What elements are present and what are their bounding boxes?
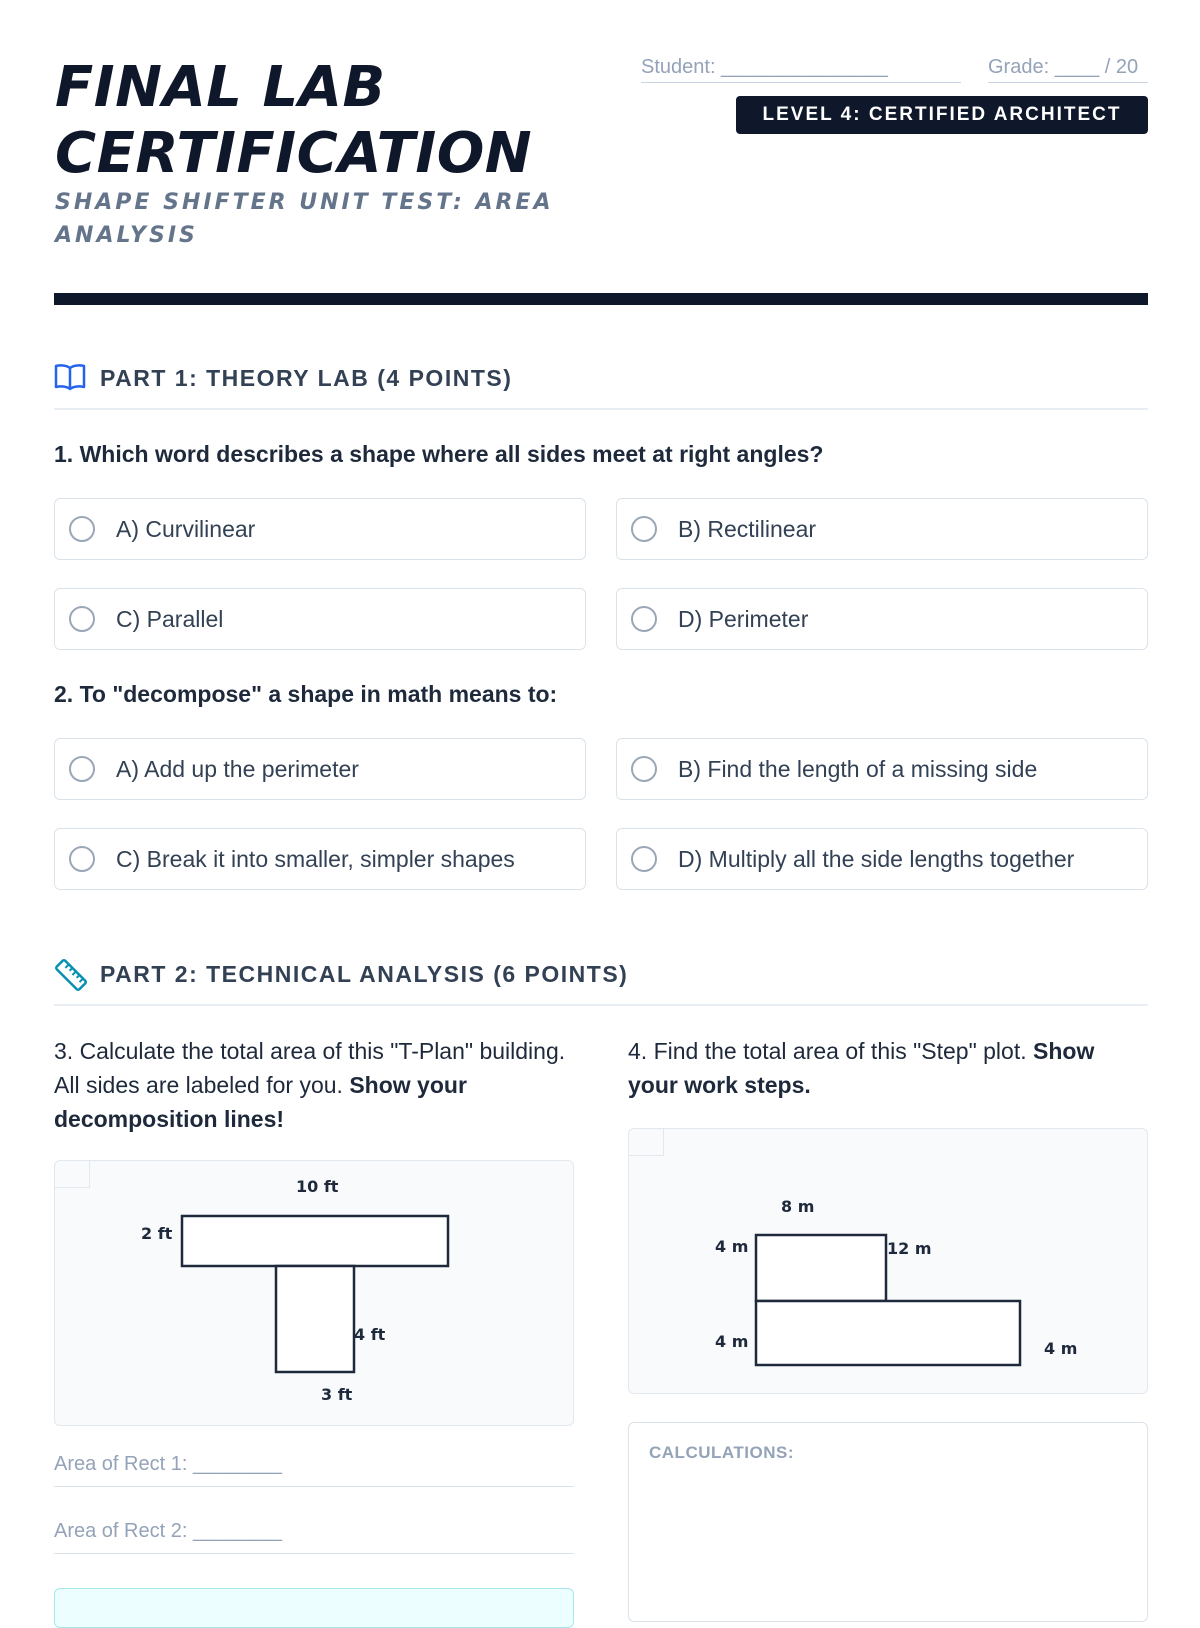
step-plot-figure	[628, 1128, 1148, 1394]
radio-button[interactable]	[69, 606, 95, 632]
part1-title: PART 1: THEORY LAB (4 POINTS)	[100, 365, 513, 391]
grade-field[interactable]	[988, 52, 1148, 83]
option-label: D) Perimeter	[678, 606, 809, 632]
student-label: Student: _______________	[641, 56, 888, 78]
radio-button[interactable]	[69, 516, 95, 542]
t-plan-stem-rect	[276, 1266, 354, 1372]
question-4-prompt: 4. Find the total area of this "Step" plot.	[628, 1038, 1027, 1064]
t-plan-figure	[54, 1160, 574, 1426]
level-badge: LEVEL 4: CERTIFIED ARCHITECT	[736, 96, 1148, 134]
area-rect-1-label: Area of Rect 1: ________	[54, 1453, 282, 1475]
option-label: B) Rectilinear	[678, 516, 817, 542]
q1-option-d[interactable]	[616, 588, 1148, 650]
calculations-label: CALCULATIONS:	[649, 1443, 794, 1462]
calculations-box[interactable]	[628, 1422, 1148, 1622]
q1-option-a[interactable]	[54, 498, 586, 560]
radio-button[interactable]	[631, 756, 657, 782]
dim-stem-right-label: 4 ft	[354, 1325, 386, 1344]
q1-option-b[interactable]	[616, 498, 1148, 560]
q2-option-a[interactable]	[54, 738, 586, 800]
question-4-text	[628, 1034, 1148, 1102]
part2-divider	[54, 1004, 1148, 1006]
dim-bottom-label: 3 ft	[321, 1385, 353, 1404]
option-label: C) Parallel	[116, 606, 224, 632]
total-area-box[interactable]	[54, 1588, 574, 1628]
option-label: C) Break it into smaller, simpler shapes	[116, 846, 515, 872]
subtitle-line-1: SHAPE SHIFTER UNIT TEST: AREA	[55, 190, 554, 215]
header-divider	[54, 293, 1148, 305]
area-rect-2-label: Area of Rect 2: ________	[54, 1520, 282, 1542]
subtitle-line-2: ANALYSIS	[55, 223, 198, 248]
option-label: A) Add up the perimeter	[116, 756, 359, 782]
step-upper-rect	[756, 1235, 886, 1301]
dim-left-upper-label: 4 m	[715, 1237, 749, 1256]
question-3-prompt: 3. Calculate the total area of this "T-Plan" building. All sides are labeled for you.	[54, 1038, 566, 1098]
area-rect-2-field[interactable]	[54, 1509, 574, 1554]
dim-right-lower-label: 4 m	[1044, 1339, 1078, 1358]
question-4-emphasis: Show your work steps.	[628, 1038, 1095, 1098]
q2-option-d[interactable]	[616, 828, 1148, 890]
option-label: A) Curvilinear	[116, 516, 256, 542]
question-1-text: 1. Which word describes a shape where all sides meet at right angles?	[54, 441, 824, 467]
question-2-text: 2. To "decompose" a shape in math means to:	[54, 681, 558, 707]
q2-option-b[interactable]	[616, 738, 1148, 800]
dim-left-lower-label: 4 m	[715, 1332, 749, 1351]
open-book-icon	[54, 362, 86, 397]
page-title	[55, 55, 615, 187]
ruler-icon	[54, 958, 88, 997]
radio-button[interactable]	[69, 756, 95, 782]
part2-heading	[54, 954, 1148, 994]
dim-left-label: 2 ft	[141, 1224, 173, 1243]
grade-label: Grade: ____ / 20	[988, 56, 1139, 78]
option-label: B) Find the length of a missing side	[678, 756, 1038, 782]
question-3-text	[54, 1034, 574, 1136]
option-label: D) Multiply all the side lengths together	[678, 846, 1075, 872]
radio-button[interactable]	[631, 516, 657, 542]
q2-option-c[interactable]	[54, 828, 586, 890]
dim-upper-right-label: 12 m	[887, 1239, 932, 1258]
q1-option-c[interactable]	[54, 588, 586, 650]
radio-button[interactable]	[631, 606, 657, 632]
radio-button[interactable]	[69, 846, 95, 872]
area-rect-1-field[interactable]	[54, 1442, 574, 1487]
step-lower-rect	[756, 1301, 1020, 1365]
part2-title: PART 2: TECHNICAL ANALYSIS (6 POINTS)	[100, 961, 629, 987]
student-name-field[interactable]	[641, 52, 961, 83]
part1-divider	[54, 408, 1148, 410]
t-plan-diagram	[55, 1161, 575, 1427]
dim-top-label: 8 m	[781, 1197, 815, 1216]
t-plan-top-rect	[182, 1216, 448, 1266]
title-line-2: CERTIFICATION	[55, 121, 533, 186]
radio-button[interactable]	[631, 846, 657, 872]
title-line-1: FINAL LAB	[55, 55, 386, 120]
part1-heading	[54, 358, 1148, 398]
question-3-emphasis: Show your decomposition lines!	[54, 1072, 467, 1132]
dim-top-label: 10 ft	[296, 1177, 339, 1196]
page-subtitle	[55, 186, 575, 252]
